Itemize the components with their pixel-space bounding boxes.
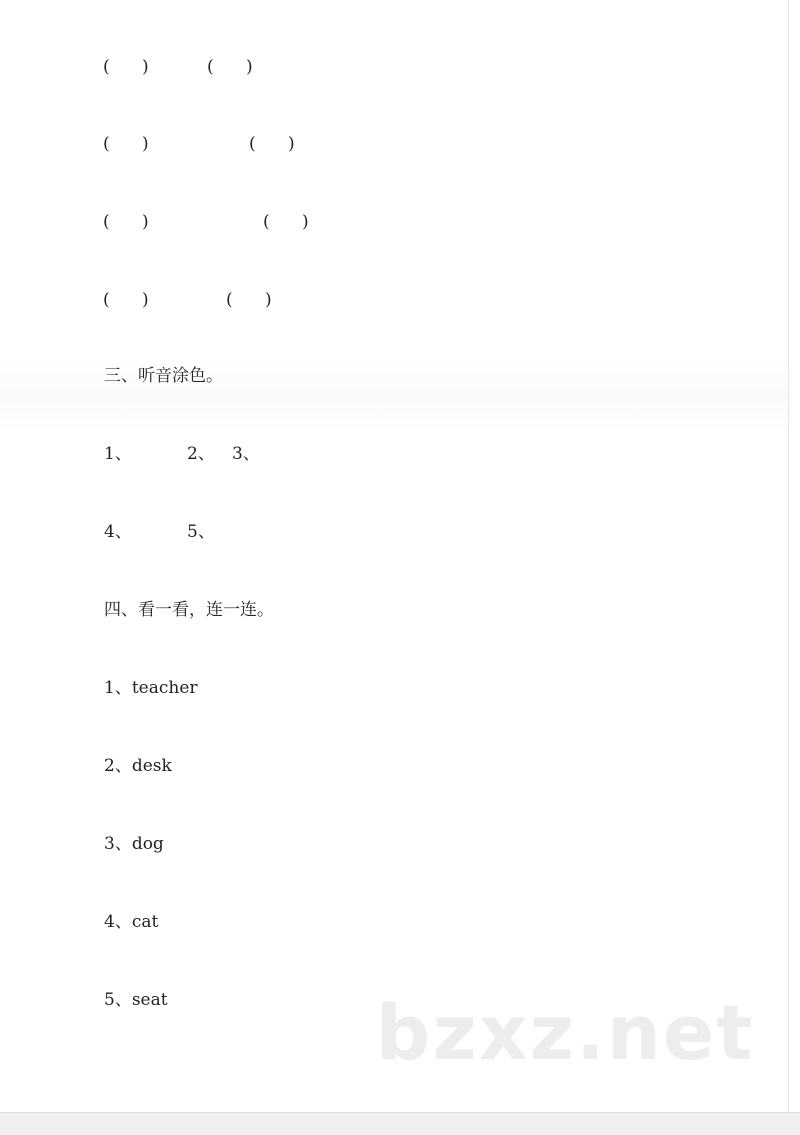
answer-blank: ( ) [103,212,149,232]
match-item: 3、dog [104,834,164,854]
color-item: 1、 [104,444,132,464]
answer-blank: ( ) [103,290,149,310]
page-bottom-edge [0,1112,800,1135]
section-four-heading: 四、看一看，连一连。 [104,600,274,620]
match-item: 4、cat [104,912,159,932]
color-item: 5、 [187,522,215,542]
match-item: 1、teacher [104,678,198,698]
match-item: 2、desk [104,756,172,776]
section-three-heading: 三、听音涂色。 [104,366,223,386]
match-item: 5、seat [104,990,168,1010]
color-item: 2、 [187,444,215,464]
answer-blank: ( ) [103,134,149,154]
color-item: 3、 [232,444,260,464]
answer-blank: ( ) [207,57,253,77]
answer-blank: ( ) [103,57,149,77]
answer-blank: ( ) [263,212,309,232]
site-watermark: bzxz.net [376,988,755,1077]
answer-blank: ( ) [226,290,272,310]
color-item: 4、 [104,522,132,542]
answer-blank: ( ) [249,134,295,154]
